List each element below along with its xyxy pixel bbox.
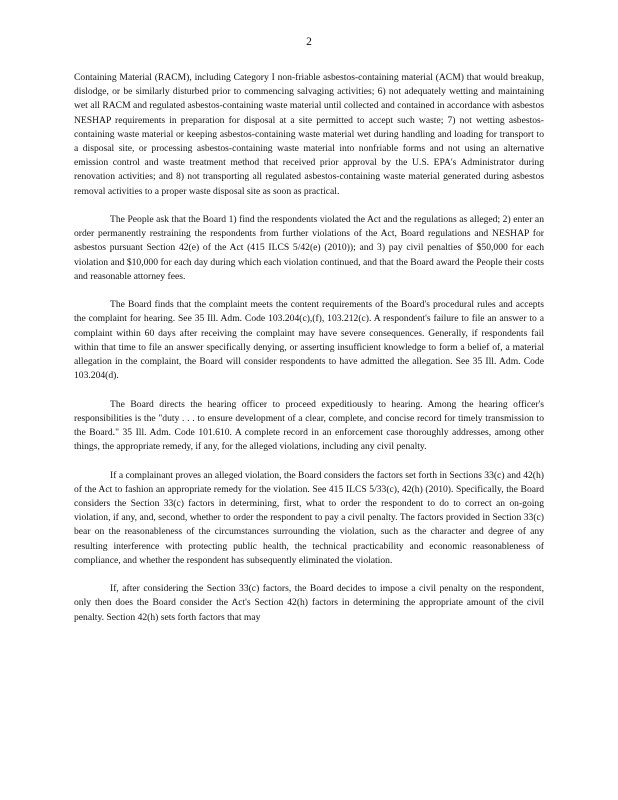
paragraph: The Board directs the hearing officer to proceed expeditiously to hearing. Among the hearing officer's responsibilities is the "duty . . . to ensure development of a clear, complete, and concise record for timely transmission to the Board." 35 Ill. Adm. Code 101.610. A complete record in an enforcement case thoroughly addresses, among other things, the appropriate remedy, if any, for the alleged violations, including any civil penalty. bbox=[74, 398, 544, 453]
page-number: 2 bbox=[306, 36, 312, 48]
body-text bbox=[74, 71, 544, 639]
paragraph: If a complainant proves an alleged violation, the Board considers the factors set forth in Sections 33(c) and 42(h) of the Act to fashion an appropriate remedy for the violation. See 415 ILCS 5/33(c), 42(h) (2010). Specifically, the Board considers the Section 33(c) factors in determining, first, what to order the respondent to do to correct an on-going violation, if any, and, second, whether to order the respondent to pay a civil penalty. The factors provided in Section 33(c) bear on the reasonableness of the circumstances surrounding the violation, such as the character and degree of any resulting interference with protecting public health, the technical practicability and economic reasonableness of compliance, and whether the respondent has subsequently eliminated the violation. bbox=[74, 469, 544, 566]
paragraph: If, after considering the Section 33(c) factors, the Board decides to impose a civil penalty on the respondent, only then does the Board consider the Act's Section 42(h) factors in determining the appropriate amount of the civil penalty. Section 42(h) sets forth factors that may bbox=[74, 583, 544, 623]
paragraph: The People ask that the Board 1) find the respondents violated the Act and the regulations as alleged; 2) enter an order permanently restraining the respondents from further violations of the Act, Board regulations and NESHAP for asbestos pursuant Section 42(e) of the Act (415 ILCS 5/42(e) (2010)); and 3) pay civil penalties of $50,000 for each violation and $10,000 for each day during which each violation continued, and that the Board award the People their costs and reasonable attorney fees. bbox=[74, 214, 544, 282]
paragraph: Containing Material (RACM), including Category I non-friable asbestos-containing material (ACM) that would breakup, dislodge, or be similarly disturbed prior to commencing salvaging activities; 6) not adequately wetting and maintaining wet all RACM and regulated asbestos-containing waste material until collected and contained in accordance with asbestos NESHAP requirements in preparation for disposal at a site permitted to accept such waste; 7) not wetting asbestos-containing waste material or keeping asbestos-containing waste material wet during handling and loading for transport to a disposal site, or processing asbestos-containing waste material into nonfriable forms and not using an alternative emission control and waste treatment method that received prior approval by the U.S. EPA's Administrator during renovation activities; and 8) not transporting all regulated asbestos-containing waste material generated during asbestos removal activities to a proper waste disposal site as soon as practical. bbox=[74, 72, 544, 197]
paragraph: The Board finds that the complaint meets the content requirements of the Board's procedural rules and accepts the complaint for hearing. See 35 Ill. Adm. Code 103.204(c),(f), 103.212(c). A respondent's failure to file an answer to a complaint within 60 days after receiving the complaint may have severe consequences. Generally, if respondents fail within that time to file an answer specifically denying, or asserting insufficient knowledge to form a belief of, a material allegation in the complaint, the Board will consider respondents to have admitted the allegation. See 35 Ill. Adm. Code 103.204(d). bbox=[74, 299, 544, 382]
